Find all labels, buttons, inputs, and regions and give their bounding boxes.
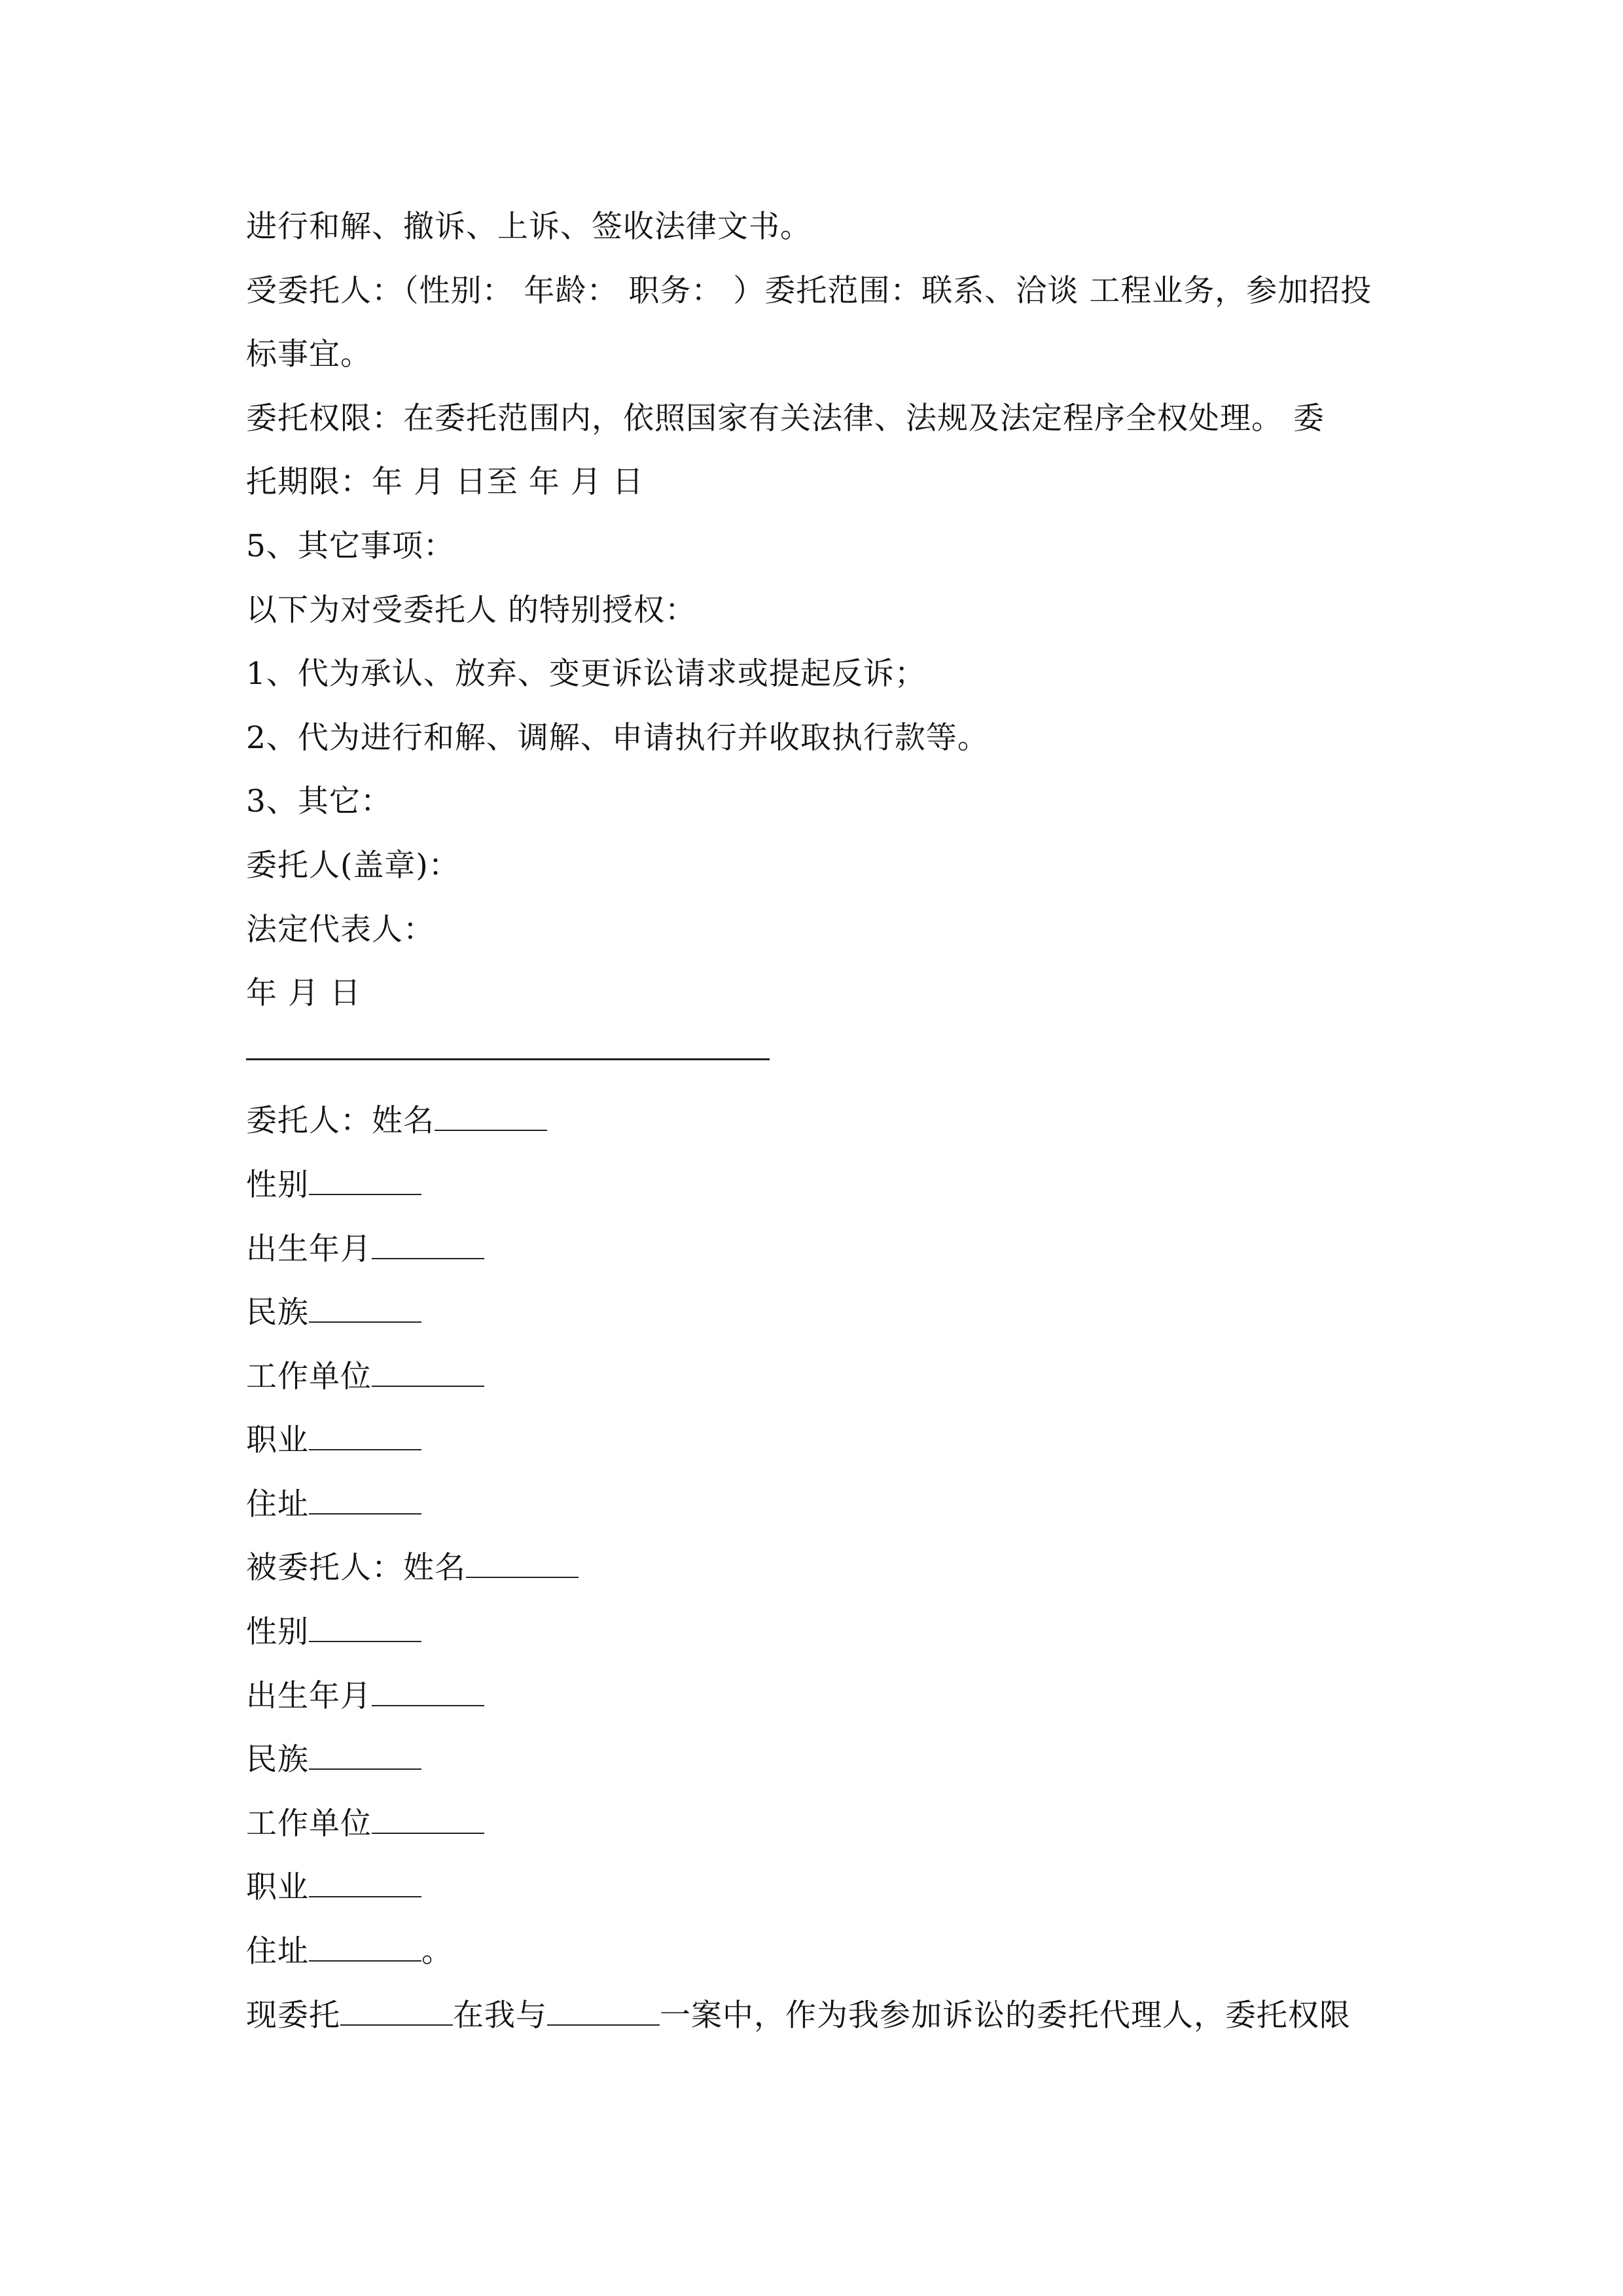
blank-field xyxy=(435,1106,547,1131)
blank-field xyxy=(309,1745,421,1770)
form-row-birth xyxy=(246,1217,1385,1282)
field-label: 职业 xyxy=(246,1869,309,1906)
blank-field xyxy=(340,2001,453,2026)
form-row-ethnicity xyxy=(246,1728,1385,1792)
form-row-gender xyxy=(246,1153,1385,1217)
blank-field xyxy=(372,1809,484,1834)
blank-field xyxy=(372,1681,484,1706)
blank-field xyxy=(547,2001,660,2026)
text-line: 进行和解、撤诉、上诉、签收法律文书。 xyxy=(246,209,812,245)
field-label: 性别 xyxy=(246,1614,309,1651)
blank-field xyxy=(309,1617,421,1642)
form-row-ethnicity xyxy=(246,1281,1385,1345)
form-row-address xyxy=(246,1920,1385,1984)
separator-line xyxy=(246,1026,1385,1090)
field-label: 出生年月 xyxy=(246,1677,372,1714)
form-row-address xyxy=(246,1473,1385,1537)
text-line: 以下为对受委托人 的特别授权： xyxy=(246,592,696,628)
text-line: 受委托人：（性别： 年龄： 职务： ）委托范围：联系、洽谈 工程业务，参加招投 xyxy=(246,272,1372,309)
field-label: 性别 xyxy=(246,1166,309,1203)
form-row-workplace xyxy=(246,1345,1385,1409)
text-line: 5、其它事项： xyxy=(246,528,455,564)
field-label: 职业 xyxy=(246,1422,309,1459)
blank-field xyxy=(372,1234,484,1259)
form-row-workplace xyxy=(246,1792,1385,1856)
field-label: 住址 xyxy=(246,1933,309,1970)
field-label: 委托人：姓名 xyxy=(246,1103,435,1139)
entrust-text: 在我与 xyxy=(453,1997,547,2034)
text-line: 委托人(盖章)： xyxy=(246,847,460,884)
period-mark: 。 xyxy=(421,1933,453,1970)
text-line: 1、代为承认、放弃、变更诉讼请求或提起反诉； xyxy=(246,656,926,692)
blank-field xyxy=(309,1937,421,1962)
form-row-agent-name xyxy=(246,1536,1385,1600)
text-line: 年 月 日 xyxy=(246,975,361,1012)
blank-field xyxy=(466,1553,579,1578)
form-row-principal-name xyxy=(246,1089,1385,1153)
blank-field xyxy=(309,1426,421,1450)
field-label: 出生年月 xyxy=(246,1230,372,1267)
blank-field xyxy=(309,1298,421,1323)
text-line: 标事宜。 xyxy=(246,336,372,373)
text-line: 法定代表人： xyxy=(246,911,435,948)
text-line: 委托权限：在委托范围内，依照国家有关法律、法规及法定程序全权处理。 委 xyxy=(246,400,1325,437)
field-label: 工作单位 xyxy=(246,1805,372,1842)
document-body xyxy=(246,195,1385,2047)
field-label: 民族 xyxy=(246,1742,309,1778)
entrust-text: 现委托 xyxy=(246,1997,340,2034)
field-label: 住址 xyxy=(246,1486,309,1522)
form-row-occupation xyxy=(246,1856,1385,1920)
text-line: 托期限：年 月 日至 年 月 日 xyxy=(246,464,644,501)
form-row-gender xyxy=(246,1600,1385,1664)
blank-field xyxy=(309,1170,421,1195)
blank-field xyxy=(309,1490,421,1515)
entrust-text: 一案中，作为我参加诉讼的委托代理人，委托权限 xyxy=(660,1997,1351,2034)
blank-field xyxy=(372,1362,484,1387)
entrustment-sentence xyxy=(246,1984,1385,2048)
text-line: 3、其它： xyxy=(246,783,392,820)
horizontal-rule xyxy=(246,1058,770,1060)
text-line: 2、代为进行和解、调解、申请执行并收取执行款等。 xyxy=(246,719,989,756)
field-label: 工作单位 xyxy=(246,1358,372,1395)
form-row-birth xyxy=(246,1664,1385,1729)
field-label: 民族 xyxy=(246,1295,309,1331)
blank-field xyxy=(309,1873,421,1897)
field-label: 被委托人：姓名 xyxy=(246,1550,466,1587)
form-row-occupation xyxy=(246,1408,1385,1473)
